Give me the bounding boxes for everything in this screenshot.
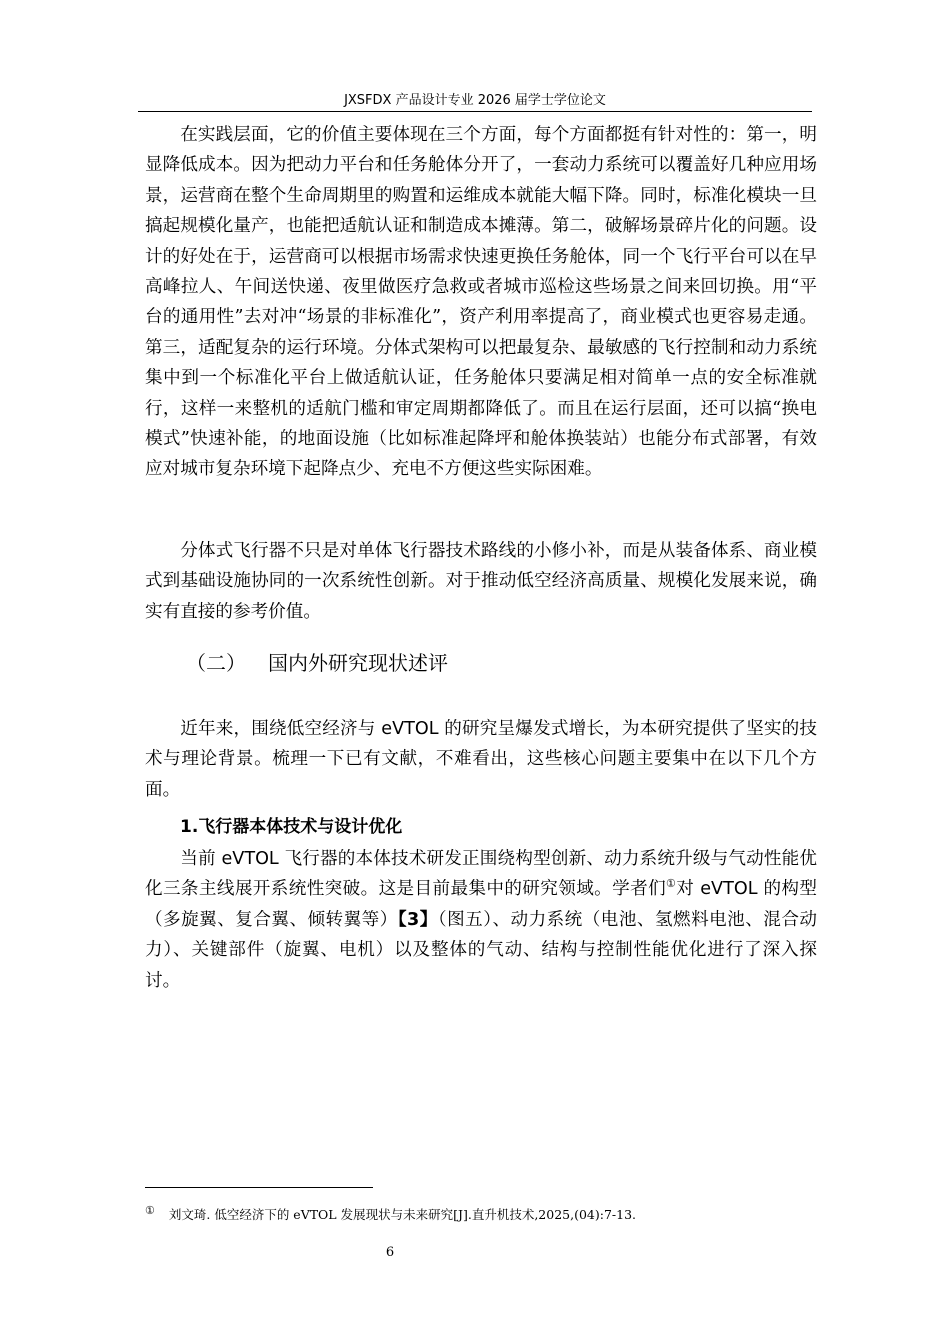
body-text-block bbox=[145, 844, 817, 996]
citation-reference[interactable]: 【3】 bbox=[397, 909, 438, 930]
text-run: eVTOL bbox=[381, 719, 439, 739]
header-rule bbox=[138, 111, 812, 112]
footnote bbox=[145, 1206, 815, 1225]
text-run: 对 bbox=[676, 879, 701, 900]
paragraph bbox=[145, 714, 817, 805]
running-header: JXSFDX 产品设计专业 2026 届学士学位论文 bbox=[344, 93, 606, 108]
text-run: eVTOL bbox=[221, 849, 279, 869]
body-text-block bbox=[145, 120, 817, 485]
body-text-block bbox=[145, 536, 817, 627]
subsection-title: 飞行器本体技术与设计优化 bbox=[198, 817, 403, 837]
subsection-heading bbox=[180, 813, 402, 841]
text-run: 飞行器的本体技术研发正围绕构型创新、动力系统升级与气动性能优化三条主线展开系统性突破。这是目前最集中的研究领域。学者们 bbox=[145, 849, 818, 900]
footnote-text: 刘文琦. 低空经济下的 eVTOL 发展现状与未来研究[J].直升机技术,2025,(04):7-13. bbox=[168, 1207, 637, 1222]
section-heading bbox=[186, 648, 448, 678]
body-text-block bbox=[145, 714, 817, 805]
text-run: 近年来，围绕低空经济与 bbox=[180, 719, 382, 739]
section-number: （二） bbox=[186, 651, 246, 675]
paragraph: 在实践层面，它的价值主要体现在三个方面，每个方面都挺有针对性的：第一，明显降低成本。因为把动力平台和任务舱体分开了，一套动力系统可以覆盖好几种应用场景，运营商在整个生命周期里的购置和运维成本就能大幅下降。同时，标准化模块一旦搞起规模化量产，也能把适航认证和制造成本摊薄。第二，破解场景碎片化的问题。设计的好处在于，运营商可以根据市场需求快速更换任务舱体，同一个飞行平台可以在早高峰拉人、午间送快递、夜里做医疗急救或者城市巡检这些场景之间来回切换。用“平台的通用性”去对冲“场景的非标准化”，资产利用率提高了，商业模式也更容易走通。第三，适配复杂的运行环境。分体式架构可以把最复杂、最敏感的飞行控制和动力系统集中到一个标准化平台上做适航认证，任务舱体只要满足相对简单一点的安全标准就行，这样一来整机的适航门槛和审定周期都降低了。而且在运行层面，还可以搞“换电模式”快速补能，的地面设施（比如标准起降坪和舱体换装站）也能分布式部署，有效应对城市复杂环境下起降点少、充电不方便这些实际困难。 bbox=[145, 125, 817, 480]
text-run: 的研究呈爆发式增长，为本研究提供了坚实的技术与理论背景。梳理一下已有文献，不难看出，这些核心问题主要集中在以下几个方面。 bbox=[145, 719, 817, 800]
subsection-number: 1. bbox=[180, 817, 199, 837]
paragraph bbox=[145, 844, 817, 996]
paragraph: 分体式飞行器不只是对单体飞行器技术路线的小修小补，而是从装备体系、商业模式到基础设施协同的一次系统性创新。对于推动低空经济高质量、规模化发展来说，确实有直接的参考价值。 bbox=[145, 541, 817, 622]
page-number: 6 bbox=[385, 1245, 395, 1260]
footnote-marker: ① bbox=[145, 1204, 155, 1217]
text-run: 的构型（多旋翼、复合翼、倾转翼等） bbox=[145, 879, 817, 930]
footnote-reference[interactable]: ① bbox=[666, 877, 677, 891]
section-title: 国内外研究现状述评 bbox=[268, 651, 448, 675]
footnote-rule bbox=[145, 1187, 373, 1188]
text-run: 当前 bbox=[180, 849, 222, 869]
text-run: （图五）、动力系统（电池、氢燃料电池、混合动力）、关键部件（旋翼、电机）以及整体的气动、结构与控制性能优化进行了深入探讨。 bbox=[145, 909, 817, 991]
text-run: eVTOL bbox=[700, 879, 758, 900]
